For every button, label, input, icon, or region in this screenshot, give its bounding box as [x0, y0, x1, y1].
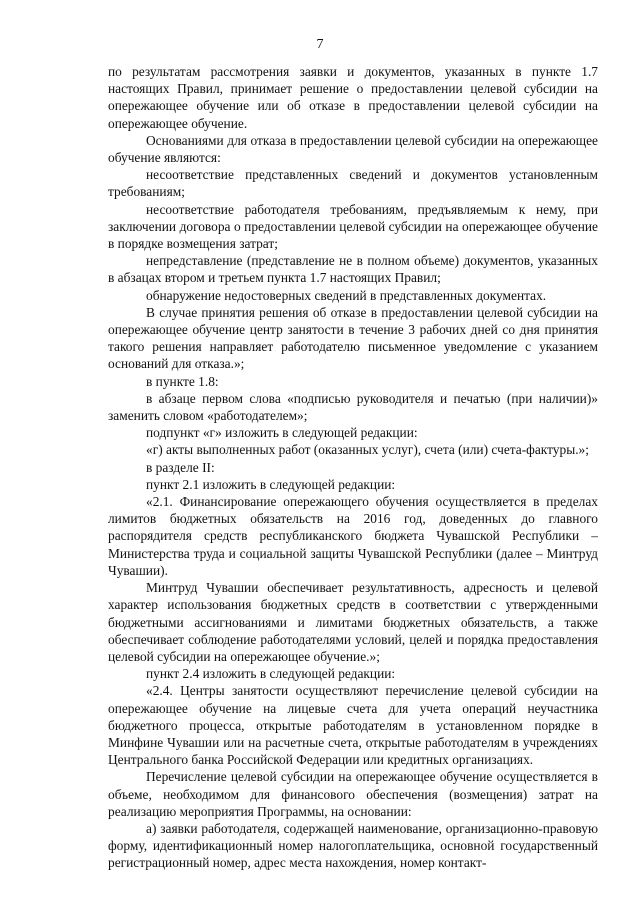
paragraph: Минтруд Чувашии обеспечивает результативность, адресность и целевой характер использования бюджетных средств в соответствии с утвержденными бюджетными ассигнованиями и лимитами бюджетных обязательств, а также обеспечивает соблюдение работодателями условий, целей и порядка предоставления целевой субсидии на опережающее обучение.»; — [108, 580, 598, 664]
paragraph: пункт 2.4 изложить в следующей редакции: — [146, 666, 396, 682]
paragraph: несоответствие представленных сведений и документов установленным требованиям; — [108, 167, 598, 200]
paragraph: непредставление (представление не в полном объеме) документов, указанных в абзацах втором и третьем пункта 1.7 настоящих Правил; — [108, 253, 598, 286]
paragraph: «2.4. Центры занятости осуществляют перечисление целевой субсидии на опережающее обучение на лицевые счета для учета операций неучастника бюджетного процесса, открытые работодателям в установленном порядке в Минфине Чувашии или на расчетные счета, открытые работодателям в учреждениях Центрального банка Российской Федерации или кредитных организациях. — [108, 683, 598, 768]
document-body — [108, 63, 598, 872]
paragraph: по результатам рассмотрения заявки и документов, указанных в пункте 1.7 настоящих Правил, принимает решение о предоставлении целевой субсидии на опережающее обучение или об отказе в предоставлении целевой субсидии на опережающее обучение. — [108, 64, 598, 131]
paragraph: Основаниями для отказа в предоставлении целевой субсидии на опережающее обучение являются: — [108, 132, 598, 166]
paragraph: подпункт «г» изложить в следующей редакции: — [146, 425, 418, 441]
paragraph: несоответствие работодателя требованиям, предъявляемым к нему, при заключении договора о предоставлении целевой субсидии на опережающее обучение в порядке возмещения затрат; — [108, 201, 598, 252]
paragraph: в пункте 1.8: — [146, 373, 219, 389]
paragraph: «г) акты выполненных работ (оказанных услуг), счета (или) счета-фактуры.»; — [146, 442, 589, 458]
paragraph: а) заявки работодателя, содержащей наименование, организационно-правовую форму, идентификационный номер налогоплательщика, основной государственный регистрационный номер, адрес места нахождения, номер контакт- — [108, 820, 598, 871]
paragraph: в разделе II: — [146, 459, 215, 475]
paragraph: пункт 2.1 изложить в следующей редакции: — [146, 476, 396, 492]
paragraph: «2.1. Финансирование опережающего обучения осуществляется в пределах лимитов бюджетных обязательств на 2016 год, доведенных до главного распорядителя средств республиканского бюджета Чувашской Республики – Министерства труда и социальной защиты Чувашской Республики (далее – Минтруд Чувашии). — [108, 494, 598, 578]
paragraph: В случае принятия решения об отказе в предоставлении целевой субсидии на опережающее обучение центр занятости в течение 3 рабочих дней со дня принятия такого решения направляет работодателю письменное уведомление с указанием оснований для отказа.»; — [108, 304, 598, 372]
page-number: 7 — [316, 37, 324, 52]
paragraph: Перечисление целевой субсидии на опережающее обучение осуществляется в объеме, необходимом для финансового обеспечения (возмещения) затрат на реализацию мероприятия Программы, на основании: — [108, 769, 598, 819]
paragraph: в абзаце первом слова «подписью руководителя и печатью (при наличии)» заменить словом «работодателем»; — [108, 390, 598, 424]
paragraph: обнаружение недостоверных сведений в представленных документах. — [146, 287, 547, 303]
